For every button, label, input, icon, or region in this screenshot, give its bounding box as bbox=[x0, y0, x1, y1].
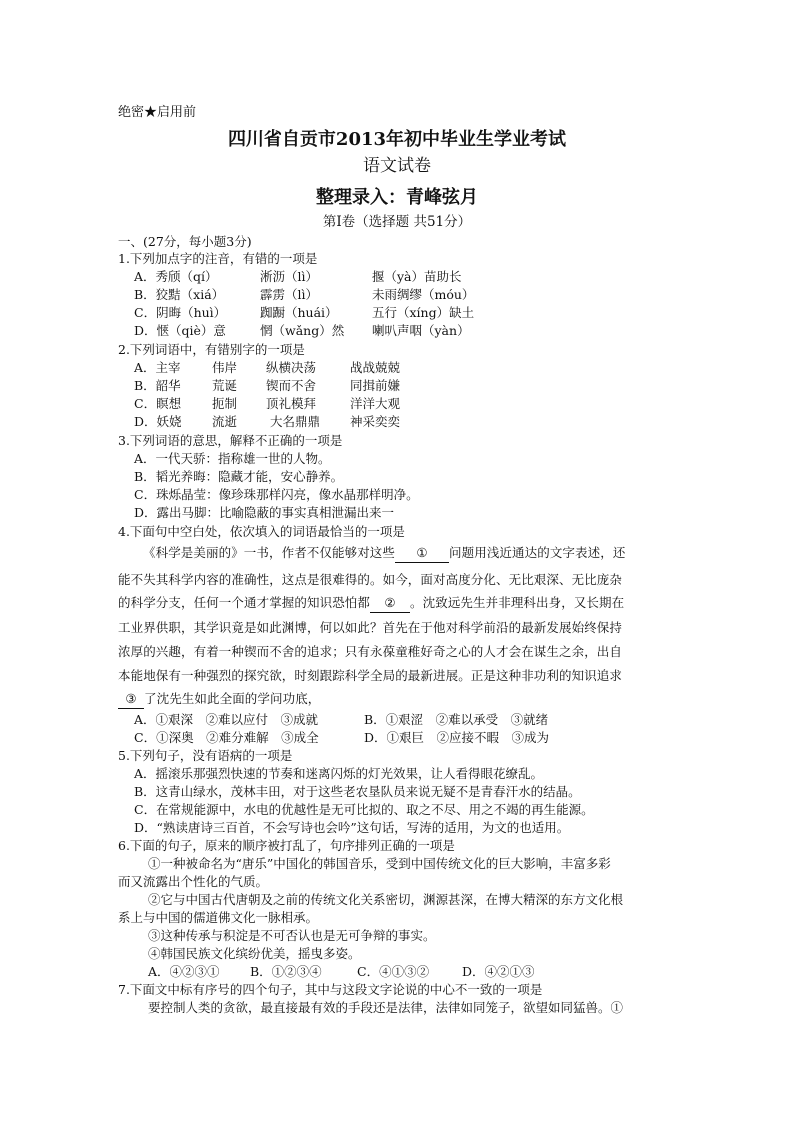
q2-d-4: 神采奕奕 bbox=[350, 414, 401, 429]
q5-stem: 5.下列句子，没有语病的一项是 bbox=[118, 748, 293, 763]
q4-passage-line-3 bbox=[118, 594, 624, 613]
q1-a-1: A．秀颀（qí） bbox=[134, 269, 218, 284]
q4-text: 的科学分支，任何一个通才掌握的知识恐怕都 bbox=[118, 595, 371, 610]
q2-stem: 2.下列词语中，有错别字的一项是 bbox=[118, 342, 305, 357]
q7-passage-line-1: 要控制人类的贪欲，最直接最有效的手段还是法律，法律如同笼子，欲望如同猛兽。① bbox=[148, 1000, 624, 1015]
q2-c-1: C．瞑想 bbox=[134, 396, 182, 411]
q2-b-1: B．韶华 bbox=[134, 378, 181, 393]
q4-text: 。沈致远先生并非理科出身，又长期在 bbox=[410, 595, 625, 610]
q3-option-c: C．珠烁晶莹：像珍珠那样闪亮，像水晶那样明净。 bbox=[134, 487, 419, 502]
q3-stem: 3.下列词语的意思，解释不正确的一项是 bbox=[118, 433, 343, 448]
q6-sentence-4: ④韩国民族文化缤纷优美，摇曳多姿。 bbox=[148, 946, 361, 961]
secret-label: 绝密★启用前 bbox=[118, 105, 197, 120]
q6-option-c: C．④①③② bbox=[357, 964, 430, 979]
q1-d-3: 喇叭声咽（yàn） bbox=[372, 323, 470, 338]
exam-subtitle: 语文试卷 bbox=[363, 156, 431, 176]
q6-sentence-1-cont: 而又流露出个性化的气质。 bbox=[118, 874, 269, 889]
q4-blank-2: ② bbox=[370, 594, 410, 613]
q1-d-2: 惘（wǎng）然 bbox=[260, 323, 345, 338]
compiler-line: 整理录入：青峰弦月 bbox=[316, 187, 478, 208]
q1-a-3: 揠（yà）苗助长 bbox=[372, 269, 462, 284]
q6-sentence-3: ③这种传承与积淀是不可否认也是无可争辩的事实。 bbox=[148, 928, 436, 943]
q1-b-1: B．狡黠（xiá） bbox=[134, 287, 225, 302]
q1-a-2: 淅沥（lì） bbox=[260, 269, 318, 284]
q7-stem: 7.下面文中标有序号的四个句子，其中与这段文字论说的中心不一致的一项是 bbox=[118, 982, 543, 997]
q2-d-2: 流逝 bbox=[212, 414, 238, 429]
q6-sentence-1: ①一种被命名为“唐乐”中国化的韩国音乐，受到中国传统文化的巨大影响，丰富多彩 bbox=[148, 856, 611, 871]
q4-text: 了沈先生如此全面的学问功底， bbox=[144, 691, 321, 706]
q2-a-2: 伟岸 bbox=[212, 360, 238, 375]
exam-title: 四川省自贡市2013年初中毕业生学业考试 bbox=[227, 129, 567, 150]
q6-option-a: A．④②③① bbox=[148, 964, 220, 979]
q6-option-b: B．①②③④ bbox=[250, 964, 322, 979]
q3-option-a: A．一代天骄：指称雄一世的人物。 bbox=[134, 451, 331, 466]
q4-blank-1: ① bbox=[395, 544, 449, 563]
q4-passage-line-6: 本能地保有一种强烈的探究欲，时刻跟踪科学全局的最新进展。正是这种非功利的知识追求 bbox=[118, 668, 623, 683]
volume-heading: 第Ⅰ卷（选择题 共51分） bbox=[322, 214, 472, 230]
q2-b-2: 荒诞 bbox=[212, 378, 238, 393]
q3-option-d: D．露出马脚：比喻隐蔽的事实真相泄漏出来一 bbox=[134, 505, 395, 520]
q2-a-3: 纵横决荡 bbox=[266, 360, 317, 375]
q5-option-c: C．在常规能源中，水电的优越性是无可比拟的、取之不尽、用之不竭的再生能源。 bbox=[134, 802, 594, 817]
q5-option-a: A．摇滚乐那强烈快速的节奏和迷离闪烁的灯光效果，让人看得眼花缭乱。 bbox=[134, 766, 544, 781]
q1-b-3: 未雨绸缪（móu） bbox=[372, 287, 475, 302]
q4-text: 《科学是美丽的》一书，作者不仅能够对这些 bbox=[143, 545, 396, 560]
q1-c-2: 踟蹰（huái） bbox=[260, 305, 338, 320]
q1-d-1: D．惬（qiè）意 bbox=[134, 323, 226, 338]
q4-passage-line-1 bbox=[143, 544, 625, 563]
q4-blank-3: ③ bbox=[118, 690, 144, 709]
q1-c-1: C．阴晦（huì） bbox=[134, 305, 227, 320]
q1-c-3: 五行（xíng）缺土 bbox=[372, 305, 475, 320]
q4-option-d: D．①艰巨 ②应接不暇 ③成为 bbox=[364, 730, 550, 745]
q6-sentence-2-cont: 系上与中国的儒道佛文化一脉相承。 bbox=[118, 910, 319, 925]
q2-d-3: 大名鼎鼎 bbox=[270, 414, 321, 429]
q5-option-d: D．“熟读唐诗三百首，不会写诗也会吟”这句话，写涛的适用，为文的也适用。 bbox=[134, 820, 570, 835]
q2-d-1: D．妖娆 bbox=[134, 414, 182, 429]
q3-option-b: B．韬光养晦：隐藏才能，安心静养。 bbox=[134, 469, 344, 484]
q4-passage-line-5: 浓厚的兴趣，有着一种锲而不舍的追求；只有永葆童稚好奇之心的人才会在谋生之余，出自 bbox=[118, 644, 623, 659]
q4-option-b: B．①艰涩 ②难以承受 ③就绪 bbox=[364, 712, 549, 727]
q1-stem: 1.下列加点字的注音，有错的一项是 bbox=[118, 251, 318, 266]
q5-option-b: B．这青山绿水，茂林丰田，对于这些老农垦队员来说无疑不是青春汗水的结晶。 bbox=[134, 784, 581, 799]
q2-b-3: 锲而不舍 bbox=[266, 378, 317, 393]
q2-c-4: 洋洋大观 bbox=[350, 396, 401, 411]
q4-text: 问题用浅近通达的文字表述，还 bbox=[449, 545, 626, 560]
q1-b-2: 霹雳（lì） bbox=[260, 287, 318, 302]
q2-a-1: A．主宰 bbox=[134, 360, 181, 375]
q4-stem: 4.下面句中空白处，依次填入的词语最恰当的一项是 bbox=[118, 524, 405, 539]
q2-b-4: 同揖前嫌 bbox=[350, 378, 401, 393]
q2-c-3: 顶礼模拜 bbox=[266, 396, 317, 411]
q4-passage-line-7 bbox=[118, 690, 320, 709]
q2-c-2: 扼制 bbox=[212, 396, 238, 411]
section-heading: 一、(27分，每小题3分) bbox=[118, 234, 252, 249]
q4-option-c: C．①深奥 ②难分难解 ③成全 bbox=[134, 730, 319, 745]
q4-option-a: A．①艰深 ②难以应付 ③成就 bbox=[134, 712, 319, 727]
q6-sentence-2: ②它与中国古代唐朝及之前的传统文化关系密切，渊源甚深，在博大精深的东方文化根 bbox=[148, 892, 624, 907]
q2-a-4: 战战兢兢 bbox=[350, 360, 401, 375]
q4-passage-line-4: 工业界供职，其学识竟是如此渊博，何以如此？首先在于他对科学前沿的最新发展始终保持 bbox=[118, 620, 623, 635]
q6-stem: 6.下面的句子，原来的顺序被打乱了，句序排列正确的一项是 bbox=[118, 838, 455, 853]
q6-option-d: D．④②①③ bbox=[462, 964, 535, 979]
q4-passage-line-2: 能不失其科学内容的准确性，这点是很难得的。如今，面对高度分化、无比艰深、无比庞杂 bbox=[118, 572, 623, 587]
